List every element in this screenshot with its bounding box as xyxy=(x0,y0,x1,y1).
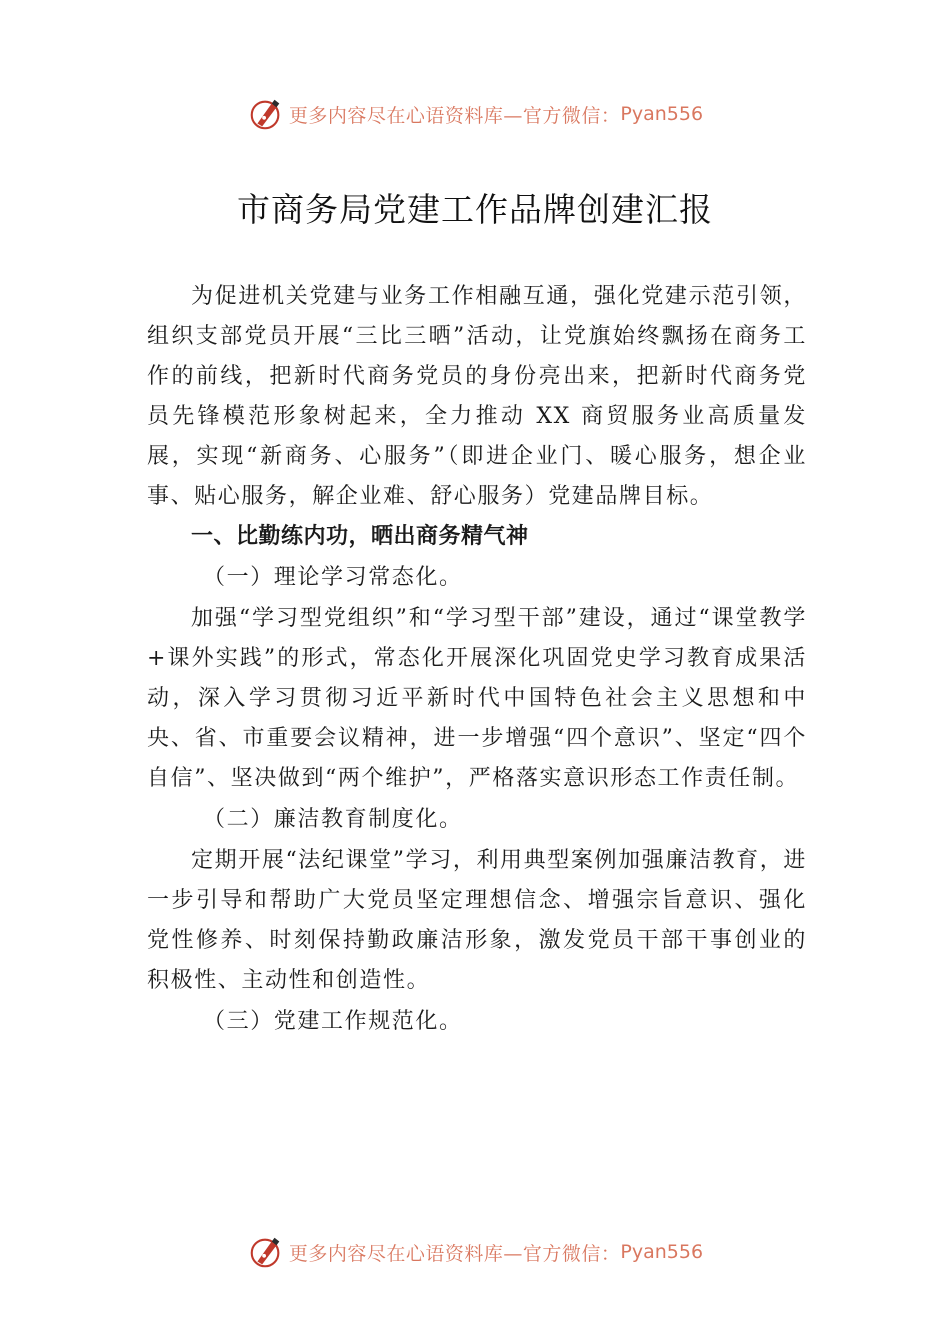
header-banner xyxy=(0,94,950,134)
banner-text: 更多内容尽在心语资料库—官方微信： xyxy=(288,1242,621,1265)
pen-nib-logo-icon xyxy=(247,1233,285,1271)
subsection-heading-1: （一）理论学习常态化。 xyxy=(203,565,463,590)
footer-banner xyxy=(0,1232,950,1272)
subsection-paragraph-2: 定期开展“法纪课堂”学习，利用典型案例加强廉洁教育，进一步引导和帮助广大党员坚定理想信念、增强宗旨意识、强化党性修养、时刻保持勤政廉洁形象，激发党员干部干事创业的积极性、主动性和创造性。 xyxy=(147,848,807,993)
subsection-heading-3: （三）党建工作规范化。 xyxy=(203,1009,463,1034)
banner-text: 更多内容尽在心语资料库—官方微信： xyxy=(288,104,621,127)
section-heading-1: 一、比勤练内功，晒出商务精气神 xyxy=(191,524,529,549)
pen-nib-logo-icon xyxy=(247,95,285,133)
banner-wechat-id: Pyan556 xyxy=(620,103,704,125)
document-body xyxy=(147,277,807,1043)
banner-wechat-id: Pyan556 xyxy=(620,1241,704,1263)
page-title: 市商务局党建工作品牌创建汇报 xyxy=(237,190,713,229)
intro-paragraph: 为促进机关党建与业务工作相融互通，强化党建示范引领，组织支部党员开展“三比三晒”活动，让党旗始终飘扬在商务工作的前线，把新时代商务党员的身份亮出来，把新时代商务党员先锋模范形象树起来，全力推动 XX 商贸服务业高质量发展，实现“新商务、心服务”（即进企业门、暖心服务，想企业事、贴心服务，解企业难、舒心服务）党建品牌目标。 xyxy=(147,284,807,509)
subsection-paragraph-1: 加强“学习型党组织”和“学习型干部”建设，通过“课堂教学+课外实践”的形式，常态化开展深化巩固党史学习教育成果活动，深入学习贯彻习近平新时代中国特色社会主义思想和中央、省、市重要会议精神，进一步增强“四个意识”、坚定“四个自信”、坚决做到“两个维护”，严格落实意识形态工作责任制。 xyxy=(147,606,807,791)
subsection-heading-2: （二）廉洁教育制度化。 xyxy=(203,807,463,832)
